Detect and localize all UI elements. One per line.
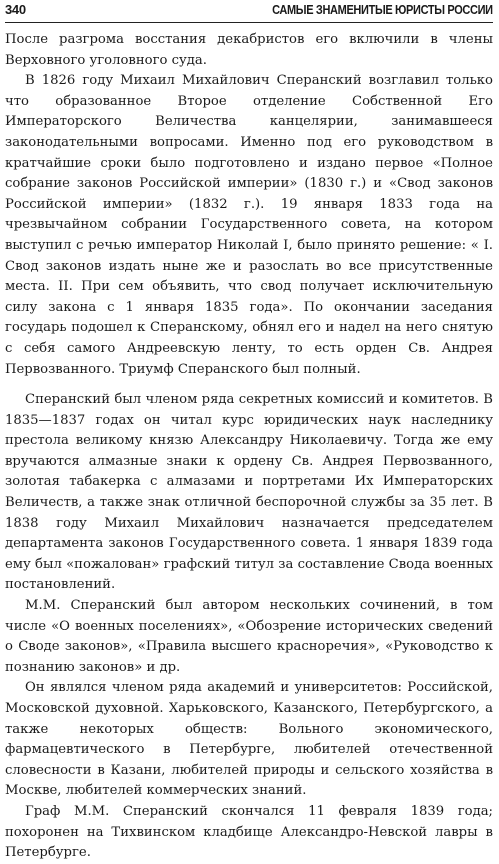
paragraph: Он являлся членом ряда академий и университетов: Российской, Московской духовной. Харьковского, Казанского, Петербургского, а также некоторых обществ: Вольного экономического, фармацевтического в Петербурге, любителей отечественной словесности в Казани, любителей природы и сельского хозяйства в Москве, любителей коммерческих знаний. xyxy=(5,680,493,799)
body-text xyxy=(5,30,493,864)
running-title: САМЫЕ ЗНАМЕНИТЫЕ ЮРИСТЫ РОССИИ xyxy=(272,3,493,17)
paragraph: После разгрома восстания декабристов его включили в члены Верховного уголовного суда. xyxy=(5,32,493,68)
paragraph: Граф М.М. Сперанский скончался 11 февраля 1839 года; похоронен на Тихвинском кладбище Александро-Невской лавры в Петербурге. xyxy=(5,803,493,861)
paragraph: В 1826 году Михаил Михайлович Сперанский возглавил только что образованное Второе отделение Собственной Его Императорского Величества канцелярии, занимавшееся законодательными вопросами. Именно под его руководством в кратчайшие сроки было подготовлено и издано первое «Полное собрание законов Российской империи» (1830 г.) и «Свод законов Российской империи» (1832 г.). 19 января 1833 года на чрезвычайном собрании Государственного совета, на котором выступил с речью император Николай I, было принято решение: « I. Свод законов издать ныне же и разослать во все присутственные места. II. При сем объявить, что свод получает исключительную силу закона с 1 января 1835 года». По окончании заседания государь подошел к Сперанскому, обнял его и надел на него снятую с себя самого Андреевскую ленту, то есть орден Св. Андрея Первозванного. Триумф Сперанского был полный. xyxy=(5,73,493,377)
page-header xyxy=(5,0,493,23)
paragraph: Сперанский был членом ряда секретных комиссий и комитетов. В 1835—1837 годах он читал курс юридических наук наследнику престола великому князю Александру Николаевичу. Тогда же ему вручаются алмазные знаки к ордену Св. Андрея Первозванного, золотая табакерка с алмазами и портретами Их Императорских Величеств, а также знак отличной беспорочной службы за 35 лет. В 1838 году Михаил Михайлович назначается председателем департамента законов Государственного совета. 1 января 1839 года ему был «пожалован» графский титул за составление Свода военных постановлений. xyxy=(5,392,493,593)
page-number: 340 xyxy=(5,2,26,17)
paragraph: М.М. Сперанский был автором нескольких сочинений, в том числе «О военных поселениях», «Обозрение исторических сведений о Своде законов», «Правила высшего красноречия», «Руководство к познанию законов» и др. xyxy=(5,598,493,675)
